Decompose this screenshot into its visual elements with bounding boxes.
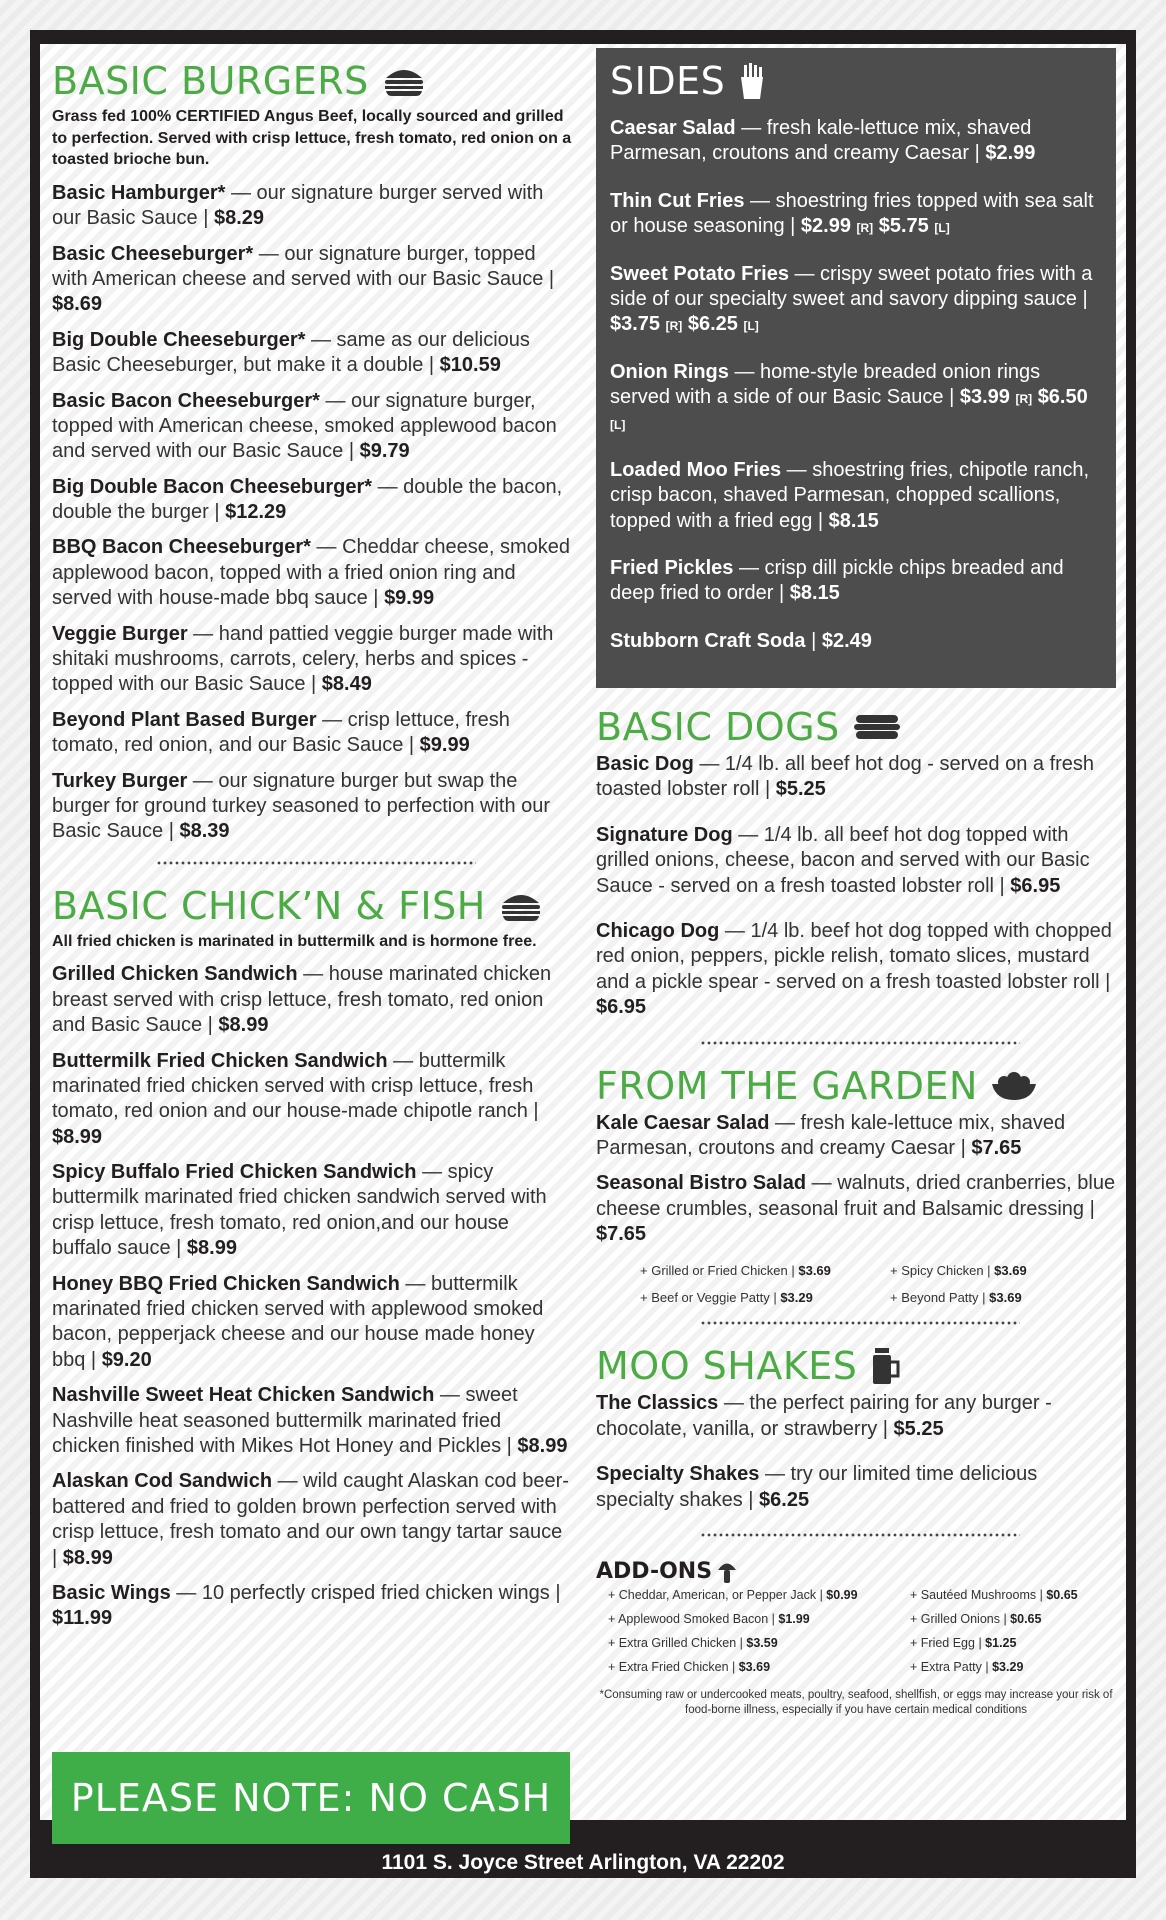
menu-item (52, 535, 572, 611)
chicken-subtitle: All fried chicken is marinated in buttermilk and is hormone free. (52, 932, 537, 950)
addon-item-label: + Extra Grilled Chicken | (608, 1636, 747, 1651)
menu-item-name: Basic Hamburger* (52, 181, 226, 204)
menu-item-price: $8.15 (789, 582, 840, 605)
menu-item-description: — shoestring fries, chipotle ranch, crisp bacon, shaved Parmesan, chopped scallions, topped with a fried egg | (610, 458, 1090, 532)
menu-item-price: $5.25 (893, 1417, 944, 1440)
addon-item-label: + Sautéed Mushrooms | (910, 1588, 1047, 1603)
shakes-title-text: MOO SHAKES (596, 1344, 858, 1389)
menu-item-name: Nashville Sweet Heat Chicken Sandwich (52, 1384, 435, 1407)
menu-item (610, 116, 1102, 167)
menu-item-description: — wild caught Alaskan cod beer-battered and fried to golden brown perfection served with crisp lettuce, fresh tomato and our own tangy tartar sauce | (52, 1470, 569, 1569)
menu-item-name: Basic Bacon Cheeseburger* (52, 389, 320, 412)
chicken-section-title (52, 883, 572, 928)
menu-item-name: Loaded Moo Fries (610, 458, 782, 481)
menu-item-price: $8.39 (179, 820, 230, 843)
menu-item-name: Seasonal Bistro Salad (596, 1172, 807, 1195)
menu-item-description: — our signature burger served with our Basic Sauce | (52, 181, 544, 230)
food-safety-disclaimer: *Consuming raw or undercooked meats, poultry, seafood, shellfish, or eggs may increase your risk of food-borne illness, especially if you have certain medical conditions (599, 1689, 1113, 1716)
addons-section (596, 1559, 1116, 1718)
addon-item-price: $0.99 (826, 1588, 858, 1603)
menu-item-name: The Classics (596, 1392, 719, 1415)
fries-icon (739, 63, 765, 99)
menu-item-price: $6.95 (596, 996, 647, 1019)
chicken-title-text: BASIC CHICK’N & FISH (52, 883, 486, 928)
sides-section-title (610, 59, 1102, 103)
menu-item (52, 328, 572, 379)
salad-bowl-icon (992, 1072, 1036, 1100)
menu-item-description: — crispy sweet potato fries with a side of our specialty sweet and savory dipping sauce | (610, 262, 1093, 310)
menu-item-price: $8.99 (62, 1546, 113, 1569)
menu-item-price: $5.25 (775, 778, 826, 801)
addon-item-price: $3.69 (738, 1660, 771, 1675)
menu-item-description: — buttermilk marinated fried chicken served with applewood smoked bacon, pepperjack cheese and our house made honey bbq | (52, 1272, 544, 1371)
menu-item (52, 769, 572, 845)
garden-extra (890, 1290, 1110, 1305)
garden-extra-label: + Spicy Chicken | (890, 1263, 995, 1279)
section-divider (700, 1533, 1020, 1537)
menu-item-price: $8.99 (517, 1435, 568, 1457)
menu-item-price: $8.69 (52, 293, 103, 316)
sandwich-icon (500, 891, 542, 921)
dogs-title-text: BASIC DOGS (596, 705, 840, 749)
menu-item (52, 1160, 572, 1262)
menu-item (610, 360, 1102, 436)
dogs-section-title (596, 705, 1116, 749)
restaurant-address: 1101 S. Joyce Street Arlington, VA 22202 (381, 1851, 785, 1874)
menu-item-name: Big Double Cheeseburger* (52, 328, 306, 351)
size-large-label: [L] (743, 319, 759, 334)
addon-item-price: $3.29 (992, 1660, 1024, 1675)
addon-item-label: + Cheddar, American, or Pepper Jack | (608, 1588, 827, 1603)
menu-item-price: $9.20 (101, 1348, 152, 1371)
menu-item (610, 458, 1102, 534)
addon-item (608, 1588, 910, 1602)
menu-item-name: Thin Cut Fries (610, 189, 745, 212)
menu-item (596, 1111, 1116, 1162)
garden-extra (890, 1263, 1110, 1278)
menu-item (596, 1391, 1116, 1442)
menu-item (52, 1581, 572, 1632)
menu-item (610, 629, 1102, 654)
menu-item-price-large: $6.50 (1037, 386, 1088, 409)
menu-item-name: Basic Cheeseburger* (52, 242, 254, 265)
menu-item-description: — shoestring fries topped with sea salt or house seasoning | (610, 189, 1094, 238)
addon-item-price: $0.65 (1010, 1612, 1042, 1627)
menu-item-description: — 1/4 lb. beef hot dog topped with chopped red onion, peppers, pickle relish, tomato slices, mustard and a pickle spear - served on a fresh toasted lobster roll | (596, 919, 1112, 993)
menu-item-description: — home-style breaded onion rings served with a side of our Basic Sauce | (610, 360, 1041, 409)
menu-item-name: Chicago Dog (596, 919, 720, 942)
garden-extra-price: $3.29 (780, 1290, 813, 1306)
menu-item-description: — double the bacon, double the burger | (52, 475, 563, 524)
sides-panel (596, 48, 1116, 688)
menu-item-price: $8.99 (218, 1014, 269, 1037)
menu-item (610, 262, 1102, 338)
addon-item-price: $1.25 (985, 1636, 1017, 1651)
menu-item-description: — 1/4 lb. all beef hot dog topped with grilled onions, cheese, bacon and served with our Basic Sauce - served on a fresh toasted lobster roll | (596, 823, 1090, 897)
shakes-section (596, 1344, 1116, 1513)
garden-extras (640, 1263, 1116, 1305)
menu-item-price: $3.99 (959, 386, 1010, 409)
addons-title (596, 1559, 1116, 1584)
mushroom-icon (718, 1561, 736, 1583)
size-large-label: [L] (610, 417, 626, 432)
menu-item-description: — the perfect pairing for any burger - chocolate, vanilla, or strawberry | (596, 1392, 1052, 1440)
menu-item-description: — 10 perfectly crisped fried chicken wings | (170, 1581, 561, 1604)
addon-item (608, 1660, 910, 1674)
dogs-list (596, 752, 1116, 1021)
section-divider (700, 1041, 1020, 1045)
addon-item-price: $0.65 (1046, 1588, 1078, 1603)
menu-item-price: $2.49 (821, 629, 872, 652)
addon-item (608, 1612, 910, 1626)
menu-item-price: $9.99 (384, 587, 435, 610)
burger-icon (383, 66, 425, 96)
addons-title-text: ADD-ONS (596, 1559, 713, 1585)
chicken-list (52, 962, 572, 1631)
size-regular-label: [R] (856, 221, 874, 236)
menu-item-price: $7.65 (971, 1136, 1022, 1159)
garden-list (596, 1111, 1116, 1248)
addon-item-price: $3.59 (746, 1636, 778, 1651)
sides-title-text: SIDES (610, 59, 726, 103)
garden-title-text: FROM THE GARDEN (596, 1063, 978, 1108)
menu-item (596, 823, 1116, 899)
menu-item (52, 708, 572, 759)
menu-item-description: — 1/4 lb. all beef hot dog - served on a fresh toasted lobster roll | (596, 753, 1095, 801)
addon-item-price: $1.99 (778, 1612, 810, 1627)
menu-item (52, 1469, 572, 1571)
section-divider (700, 1321, 1020, 1325)
menu-item (52, 181, 572, 232)
menu-item (52, 242, 572, 318)
size-regular-label: [R] (1015, 392, 1033, 407)
right-column (596, 48, 1116, 1718)
menu-item-name: Turkey Burger (52, 769, 188, 792)
menu-item-name: Grilled Chicken Sandwich (52, 963, 298, 986)
dogs-section (596, 705, 1116, 1021)
menu-item-name: Honey BBQ Fried Chicken Sandwich (52, 1272, 400, 1295)
burgers-list (52, 181, 572, 845)
menu-item-description: — house marinated chicken breast served with crisp lettuce, fresh tomato, red onion and Basic Sauce | (52, 963, 552, 1037)
menu-item-description: — Cheddar cheese, smoked applewood bacon, topped with a fried onion ring and served with house-made bbq sauce | (52, 536, 570, 610)
menu-item (52, 962, 572, 1038)
burgers-section-title (52, 59, 572, 103)
menu-item-price: $2.99 (985, 142, 1036, 165)
addon-item-label: + Fried Egg | (910, 1636, 986, 1651)
menu-item-price: $3.75 (610, 313, 661, 336)
addon-item-label: + Grilled Onions | (910, 1612, 1011, 1627)
menu-item (596, 919, 1116, 1021)
addon-item (608, 1636, 910, 1650)
menu-item-price: $8.49 (321, 673, 372, 696)
garden-extra-price: $3.69 (798, 1263, 831, 1279)
menu-item-name: Big Double Bacon Cheeseburger* (52, 475, 373, 498)
size-regular-label: [R] (665, 319, 683, 334)
menu-item (596, 752, 1116, 803)
menu-item-description: — try our limited time delicious specialty shakes | (596, 1463, 1038, 1511)
garden-extra (640, 1290, 890, 1305)
menu-item-description: — same as our delicious Basic Cheeseburger, but make it a double | (52, 328, 530, 377)
menu-item-description: — sweet Nashville heat seasoned buttermilk marinated fried chicken finished with Mikes Hot Honey and Pickles | (52, 1384, 518, 1457)
menu-item (52, 622, 572, 698)
menu-item-description: — spicy buttermilk marinated fried chicken sandwich served with crisp lettuce, fresh tomato, red onion,and our house buffalo sauce | (52, 1161, 547, 1260)
menu-item-name: Beyond Plant Based Burger (52, 708, 317, 731)
menu-item-price: $8.99 (52, 1125, 103, 1148)
menu-item-name: Basic Wings (52, 1581, 171, 1604)
garden-section (596, 1063, 1116, 1306)
menu-item (596, 1462, 1116, 1513)
shakes-section-title (596, 1344, 1116, 1389)
left-column (52, 59, 572, 1642)
addon-item (910, 1636, 1130, 1650)
menu-item (596, 1171, 1116, 1247)
menu-item-description: — crisp dill pickle chips breaded and deep fried to order | (610, 557, 1064, 605)
menu-item-price: $8.99 (186, 1237, 237, 1260)
addon-item-label: + Extra Fried Chicken | (608, 1660, 739, 1675)
menu-item-price: $6.95 (1010, 874, 1061, 897)
menu-item-name: Buttermilk Fried Chicken Sandwich (52, 1049, 388, 1072)
menu-item-price: $8.29 (213, 207, 265, 230)
menu-item-name: Veggie Burger (52, 622, 188, 645)
hotdog-icon (854, 713, 900, 741)
no-cash-banner: PLEASE NOTE: NO CASH (52, 1752, 570, 1844)
section-divider (156, 861, 476, 865)
menu-item (52, 1272, 572, 1374)
menu-item-description: — our signature burger, topped with American cheese, smoked applewood bacon and served with our Basic Sauce | (52, 389, 557, 463)
menu-item-name: Fried Pickles (610, 557, 734, 580)
menu-item-name: Signature Dog (596, 823, 733, 846)
menu-item-name: Sweet Potato Fries (610, 262, 789, 285)
menu-item-price: $10.59 (439, 354, 501, 377)
addon-item (910, 1588, 1130, 1602)
menu-item-price: $11.99 (52, 1607, 113, 1630)
addons-list (608, 1588, 1116, 1674)
menu-item-name: BBQ Bacon Cheeseburger* (52, 536, 311, 559)
sides-list (610, 116, 1102, 654)
menu-item (52, 389, 572, 465)
menu-item-description: — walnuts, dried cranberries, blue cheese crumbles, seasonal fruit and Balsamic dressing | (596, 1172, 1116, 1220)
shakes-list (596, 1391, 1116, 1513)
menu-item-price: $8.15 (828, 509, 879, 532)
menu-item-name: Specialty Shakes (596, 1463, 760, 1486)
garden-extra-price: $3.69 (989, 1290, 1022, 1306)
menu-item-price-large: $6.25 (687, 313, 738, 336)
menu-item-name: Stubborn Craft Soda (610, 629, 806, 652)
burgers-title-text: BASIC BURGERS (52, 59, 369, 103)
menu-item-name: Basic Dog (596, 753, 694, 775)
addon-item (910, 1660, 1130, 1674)
addon-item (910, 1612, 1130, 1626)
garden-extra-label: + Grilled or Fried Chicken | (640, 1263, 799, 1279)
size-large-label: [L] (934, 221, 950, 236)
menu-item (610, 556, 1102, 607)
menu-item-price: $7.65 (596, 1223, 647, 1246)
menu-item (52, 1383, 572, 1459)
menu-item-description: — fresh kale-lettuce mix, shaved Parmesan, croutons and creamy Caesar | (596, 1111, 1066, 1159)
menu-item-price: $9.99 (419, 734, 470, 757)
menu-item (52, 475, 572, 526)
menu-item-name: Caesar Salad (610, 117, 736, 139)
menu-item (52, 1049, 572, 1151)
garden-section-title (596, 1063, 1116, 1108)
menu-item-price-large: $5.75 (878, 215, 929, 238)
menu-item-description: | (805, 629, 822, 652)
addon-item-label: + Applewood Smoked Bacon | (608, 1612, 779, 1627)
menu-item-description: — crisp lettuce, fresh tomato, red onion, and our Basic Sauce | (52, 708, 510, 757)
menu-item-name: Spicy Buffalo Fried Chicken Sandwich (52, 1161, 417, 1184)
garden-extra-label: + Beyond Patty | (890, 1290, 990, 1306)
menu-item-description: — our signature burger but swap the burger for ground turkey seasoned to perfection with our Basic Sauce | (52, 769, 551, 843)
menu-item-description: — fresh kale-lettuce mix, shaved Parmesan, croutons and creamy Caesar | (610, 117, 1032, 165)
garden-extra-price: $3.69 (994, 1263, 1027, 1279)
garden-extra (640, 1263, 890, 1278)
menu-item-price: $6.25 (759, 1488, 810, 1511)
shake-mug-icon (871, 1348, 901, 1384)
burgers-subtitle: Grass fed 100% CERTIFIED Angus Beef, locally sourced and grilled to perfection. Served with crisp lettuce, fresh tomato, red onion on a toasted brioche bun. (52, 108, 572, 169)
menu-item-price: $2.99 (800, 215, 851, 238)
menu-item-name: Onion Rings (610, 360, 729, 383)
menu-item-price: $12.29 (225, 501, 287, 524)
menu-item-name: Kale Caesar Salad (596, 1111, 770, 1134)
menu-item-description: — hand pattied veggie burger made with shitaki mushrooms, carrots, celery, herbs and spices - topped with our Basic Sauce | (52, 622, 554, 696)
menu-item (610, 189, 1102, 240)
garden-extra-label: + Beef or Veggie Patty | (640, 1290, 781, 1306)
menu-item-description: — buttermilk marinated fried chicken served with crisp lettuce, fresh tomato, red onion and our house-made chipotle ranch | (52, 1049, 539, 1123)
menu-item-description: — our signature burger, topped with American cheese and served with our Basic Sauce | (52, 242, 555, 290)
menu-item-price: $9.79 (359, 440, 410, 463)
addon-item-label: + Extra Patty | (910, 1660, 993, 1675)
menu-item-name: Alaskan Cod Sandwich (52, 1470, 273, 1493)
